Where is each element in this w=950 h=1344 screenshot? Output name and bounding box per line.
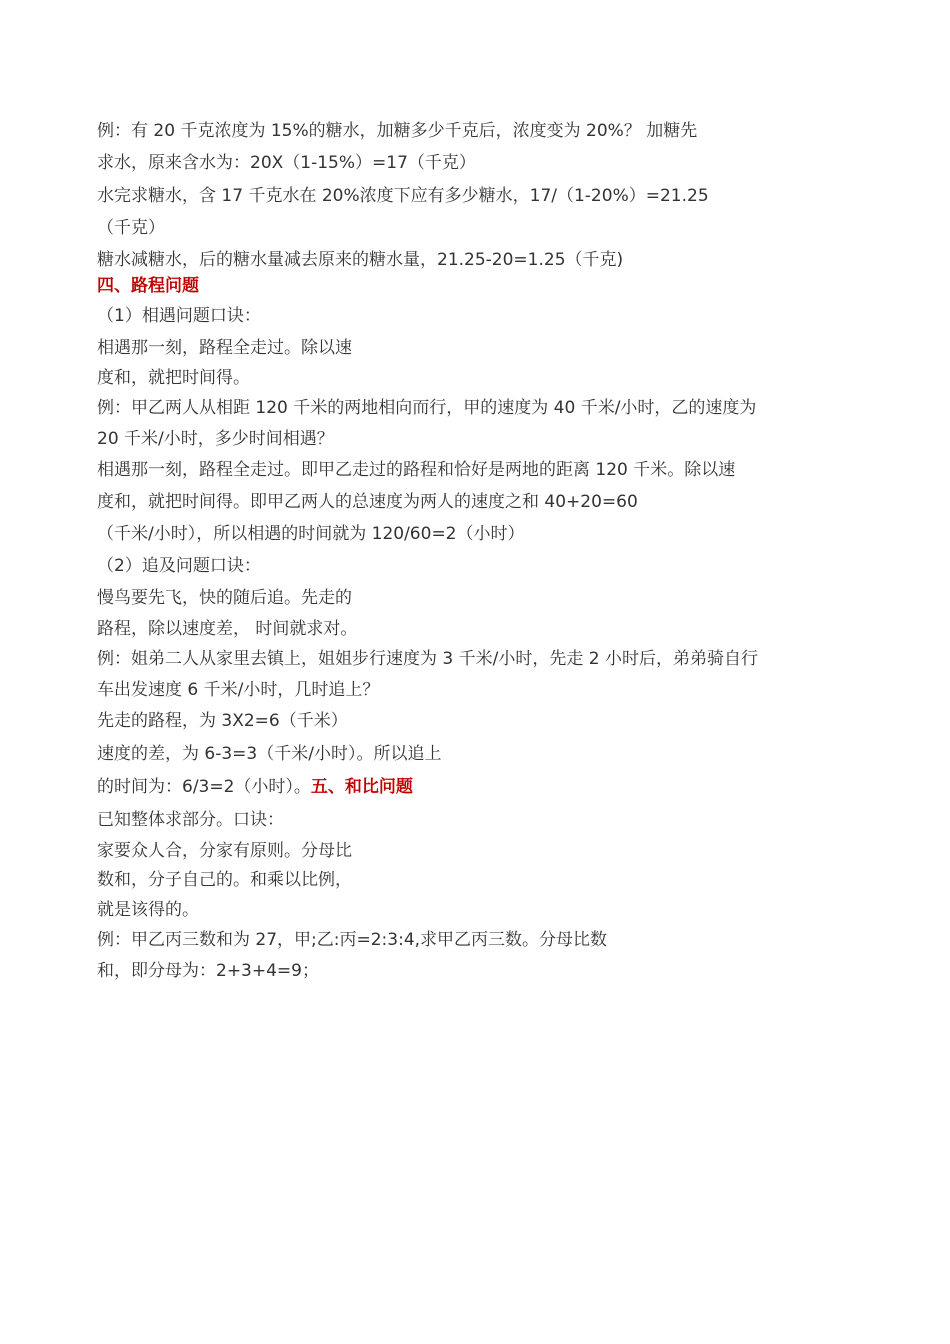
text-line: 相遇那一刻，路程全走过。除以速 [97, 338, 352, 358]
text-line: 速度的差，为 6-3=3（千米/小时）。所以追上 [97, 744, 442, 764]
text-line: （千克） [97, 218, 165, 238]
text-fragment: 的时间为：6/3=2（小时）。 [97, 777, 311, 797]
text-line: 糖水减糖水，后的糖水量减去原来的糖水量，21.25-20=1.25（千克) [97, 250, 624, 270]
text-line: 例：甲乙两人从相距 120 千米的两地相向而行，甲的速度为 40 千米/小时，乙的速度为 [97, 398, 757, 418]
text-line: 度和，就把时间得。 [97, 368, 250, 388]
text-line: 20 千米/小时，多少时间相遇？ [97, 429, 334, 449]
section-heading-travel: 四、路程问题 [97, 276, 199, 296]
text-line: 和，即分母为：2+3+4=9； [97, 961, 319, 981]
text-line: 求水，原来含水为：20X（1-15%）=17（千克） [97, 153, 476, 173]
text-line: 已知整体求部分。口诀： [97, 810, 284, 830]
text-line: 例：甲乙丙三数和为 27，甲;乙:丙=2:3:4,求甲乙丙三数。分母比数 [97, 930, 608, 950]
section-heading-sum-ratio: 五、和比问题 [310, 777, 413, 797]
text-line: 就是该得的。 [97, 900, 199, 920]
text-line: （1）相遇问题口诀： [97, 306, 261, 326]
text-line: 度和，就把时间得。即甲乙两人的总速度为两人的速度之和 40+20=60 [97, 492, 638, 512]
text-line: （千米/小时），所以相遇的时间就为 120/60=2（小时） [97, 524, 525, 544]
text-line: 家要众人合，分家有原则。分母比 [97, 841, 352, 861]
text-line: 路程，除以速度差， 时间就求对。 [97, 619, 358, 639]
text-line: 例：有 20 千克浓度为 15%的糖水，加糖多少千克后，浓度变为 20%？ 加糖先 [97, 121, 698, 141]
text-line: 先走的路程，为 3X2=6（千米） [97, 711, 348, 731]
text-line: 相遇那一刻，路程全走过。即甲乙走过的路程和恰好是两地的距离 120 千米。除以速 [97, 460, 736, 480]
text-line: 慢鸟要先飞，快的随后追。先走的 [97, 588, 352, 608]
text-line: （2）追及问题口诀： [97, 556, 261, 576]
text-line: 数和，分子自己的。和乘以比例， [97, 870, 352, 890]
text-line: 例：姐弟二人从家里去镇上，姐姐步行速度为 3 千米/小时，先走 2 小时后，弟弟骑自行 [97, 649, 758, 669]
text-line-with-heading [97, 775, 413, 799]
text-line: 水完求糖水，含 17 千克水在 20%浓度下应有多少糖水，17/（1-20%）=21.25 [97, 186, 709, 206]
text-line: 车出发速度 6 千米/小时，几时追上？ [97, 680, 380, 700]
